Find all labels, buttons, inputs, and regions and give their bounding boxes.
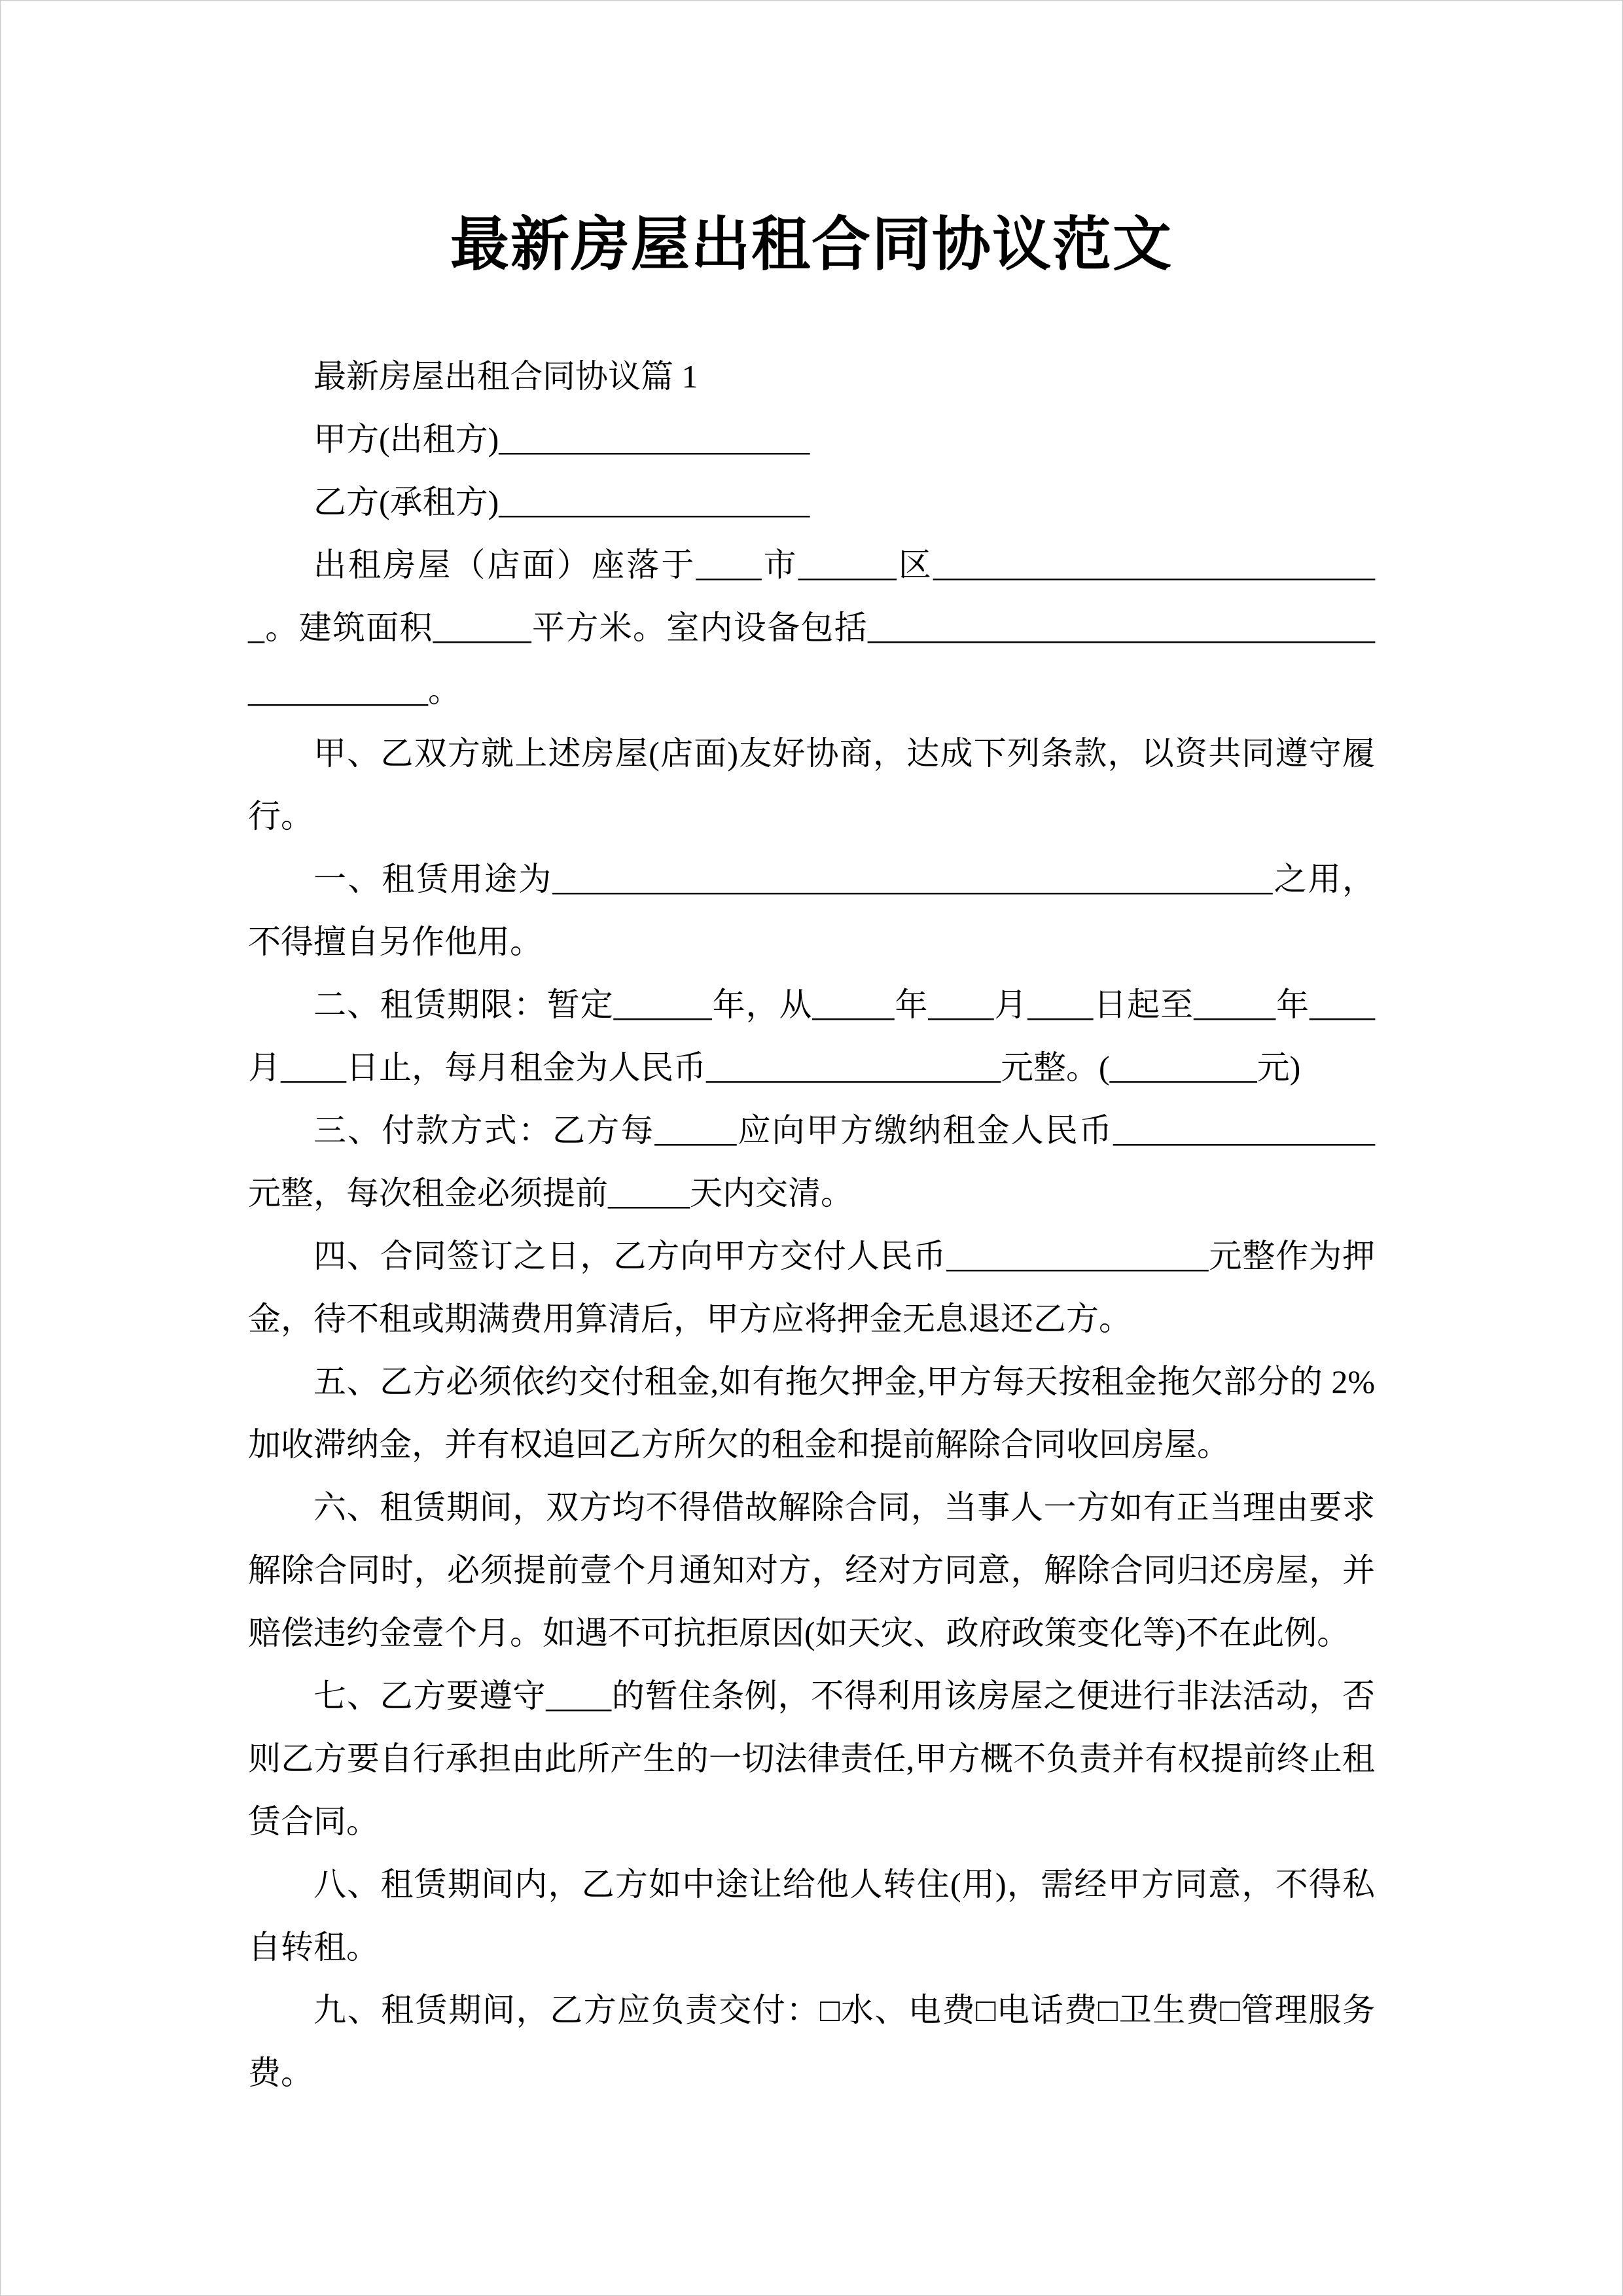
document-body [248,345,1375,2104]
paragraph-clause-5: 五、乙方必须依约交付租金,如有拖欠押金,甲方每天按租金拖欠部分的 2%加收滞纳金，并有权追回乙方所欠的租金和提前解除合同收回房屋。 [248,1363,1375,1463]
paragraph-clause-2: 二、租赁期限：暂定______年，从_____年____月____日起至_____年____月____日止，每月租金为人民币__________________元整。(_________元) [248,986,1375,1086]
paragraph-section-heading: 最新房屋出租合同协议篇 1 [313,358,698,395]
paragraph-agreement-intro: 甲、乙双方就上述房屋(店面)友好协商，达成下列条款，以资共同遵守履行。 [248,735,1375,834]
paragraph-clause-4: 四、合同签订之日，乙方向甲方交付人民币________________元整作为押金，待不租或期满费用算清后，甲方应将押金无息退还乙方。 [248,1238,1375,1337]
paragraph-clause-3: 三、付款方式：乙方每_____应向甲方缴纳租金人民币________________元整，每次租金必须提前_____天内交清。 [248,1112,1375,1211]
paragraph-property-location: 出租房屋（店面）座落于____市______区____________________________。建筑面积______平方米。室内设备包括__________________________________________。 [248,547,1375,709]
document-title: 最新房屋出租合同协议范文 [450,213,1173,278]
paragraph-clause-7: 七、乙方要遵守____的暂住条例，不得利用该房屋之便进行非法活动，否则乙方要自行承担由此所产生的一切法律责任,甲方概不负责并有权提前终止租赁合同。 [248,1677,1375,1840]
paragraph-party-a: 甲方(出租方)___________________ [313,421,810,457]
paragraph-party-b: 乙方(承租方)___________________ [313,484,810,520]
paragraph-clause-8: 八、租赁期间内，乙方如中途让给他人转住(用)，需经甲方同意，不得私自转租。 [248,1866,1375,1965]
paragraph-clause-6: 六、租赁期间，双方均不得借故解除合同，当事人一方如有正当理由要求解除合同时，必须提前壹个月通知对方，经对方同意，解除合同归还房屋，并赔偿违约金壹个月。如遇不可抗拒原因(如天灾、政府政策变化等)不在此例。 [248,1489,1375,1651]
paragraph-clause-9: 九、租赁期间，乙方应负责交付：□水、电费□电话费□卫生费□管理服务费。 [248,1992,1375,2091]
paragraph-clause-1: 一、租赁用途为____________________________________________之用，不得擅自另作他用。 [248,861,1375,960]
